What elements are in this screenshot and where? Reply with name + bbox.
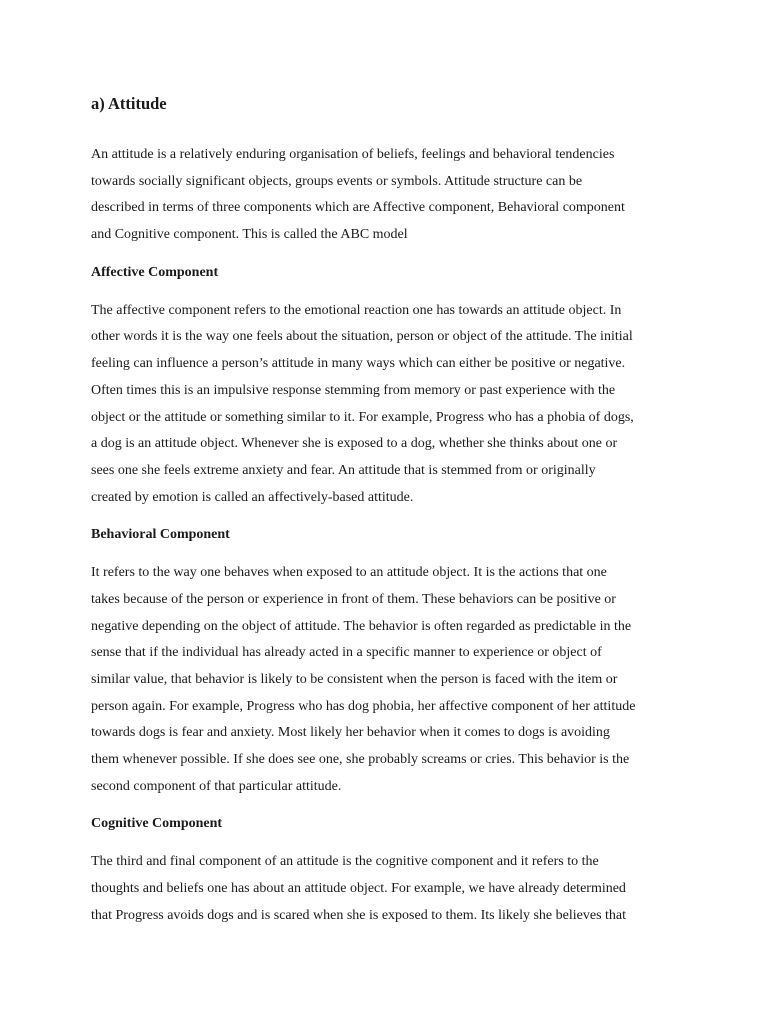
document-page <box>91 92 681 930</box>
cognitive-paragraph <box>91 849 681 929</box>
text-line: towards dogs is fear and anxiety. Most likely her behavior when it comes to dogs is avoiding <box>91 725 610 741</box>
cognitive-heading: Cognitive Component <box>91 816 223 832</box>
text-line: other words it is the way one feels about the situation, person or object of the attitude. The initial <box>91 329 633 345</box>
text-line: Often times this is an impulsive response stemming from memory or past experience with the <box>91 382 616 398</box>
affective-paragraph <box>91 298 681 512</box>
text-line: thoughts and beliefs one has about an attitude object. For example, we have already determined <box>91 881 626 897</box>
text-line: person again. For example, Progress who has dog phobia, her affective component of her attitude <box>91 698 636 714</box>
text-line: a dog is an attitude object. Whenever she is exposed to a dog, whether she thinks about one or <box>91 436 618 452</box>
text-line: takes because of the person or experience in front of them. These behaviors can be positive or <box>91 591 616 607</box>
document-title: a) Attitude <box>91 94 167 113</box>
text-line: An attitude is a relatively enduring organisation of beliefs, feelings and behavioral tendencies <box>91 147 615 162</box>
text-line: sense that if the individual has already acted in a specific manner to experience or object of <box>91 645 602 661</box>
text-line: created by emotion is called an affectively-based attitude. <box>91 489 414 505</box>
text-line: them whenever possible. If she does see one, she probably screams or cries. This behavior is the <box>91 752 630 768</box>
text-line: object or the attitude or something similar to it. For example, Progress who has a phobia of dogs, <box>91 409 634 425</box>
text-line: that Progress avoids dogs and is scared when she is exposed to them. Its likely she believes that <box>91 907 627 923</box>
text-line: described in terms of three components which are Affective component, Behavioral component <box>91 200 625 216</box>
text-line: similar value, that behavior is likely to be consistent when the person is faced with the item or <box>91 672 618 687</box>
text-line: It refers to the way one behaves when exposed to an attitude object. It is the actions that one <box>91 565 607 581</box>
text-line: second component of that particular attitude. <box>91 778 342 794</box>
behavioral-paragraph <box>91 560 681 800</box>
text-line: and Cognitive component. This is called the ABC model <box>91 227 408 243</box>
intro-paragraph <box>91 142 681 249</box>
text-line: The affective component refers to the emotional reaction one has towards an attitude object. In <box>91 302 622 318</box>
text-line: sees one she feels extreme anxiety and fear. An attitude that is stemmed from or originally <box>91 462 596 478</box>
text-line: towards socially significant objects, groups events or symbols. Attitude structure can be <box>91 173 583 189</box>
text-line: negative depending on the object of attitude. The behavior is often regarded as predictable in the <box>91 618 632 634</box>
behavioral-heading: Behavioral Component <box>91 527 230 543</box>
text-line: feeling can influence a person’s attitude in many ways which can either be positive or negative. <box>91 356 626 372</box>
affective-heading: Affective Component <box>91 264 219 280</box>
text-line: The third and final component of an attitude is the cognitive component and it refers to the <box>91 854 599 870</box>
